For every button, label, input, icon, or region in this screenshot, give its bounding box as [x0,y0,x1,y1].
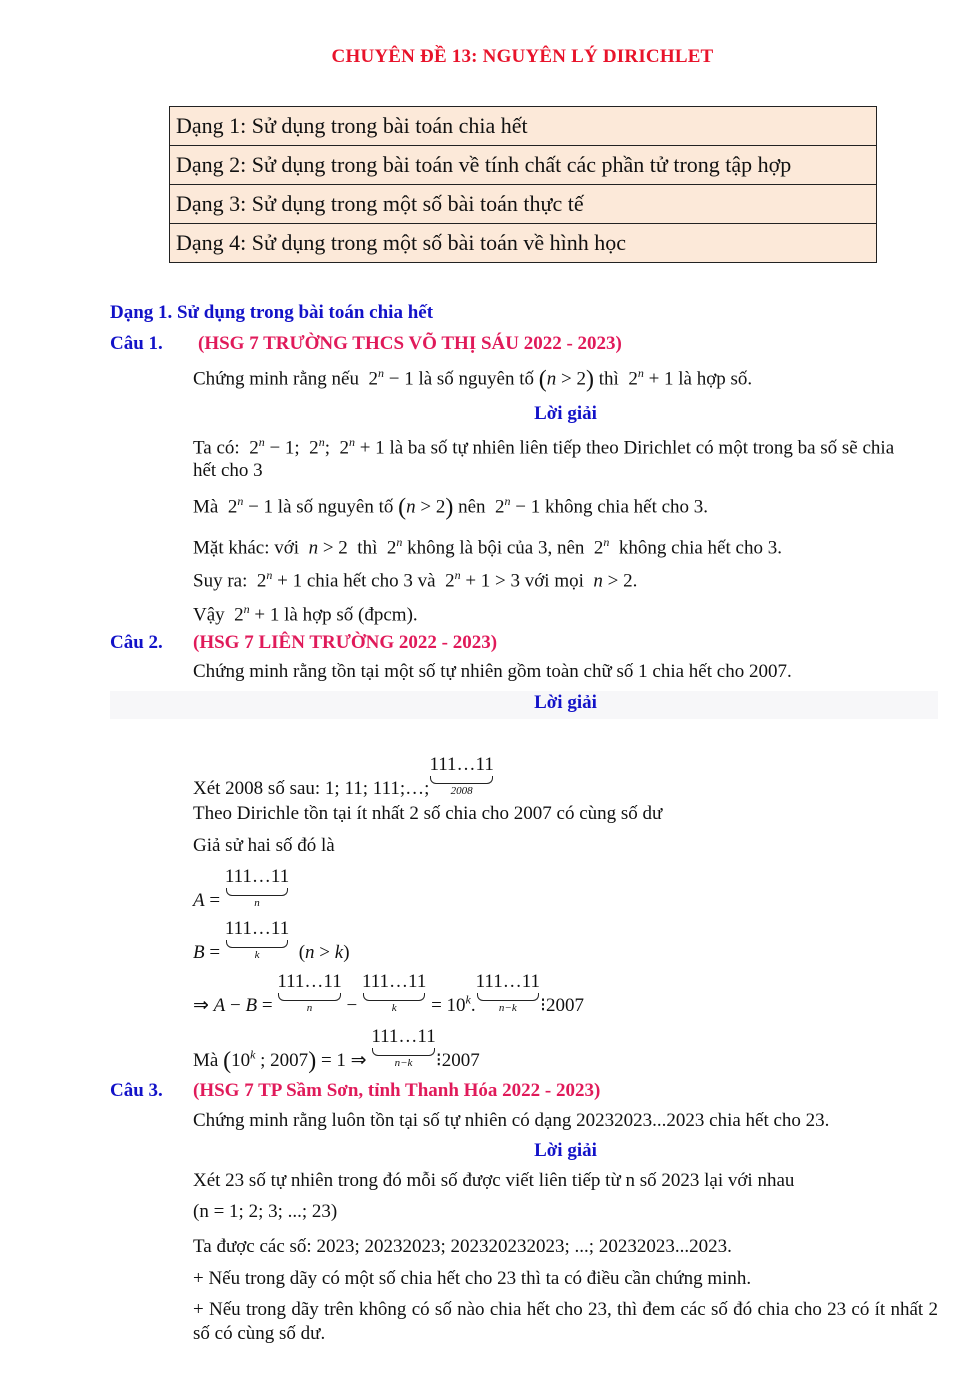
solution-2-line-3: Giả sử hai số đó là [193,835,335,856]
question-3-source: (HSG 7 TP Sầm Sơn, tỉnh Thanh Hóa 2022 - 2023) [193,1080,601,1101]
solution-1-line-2: Mà $2^n - 1$ là số nguyên tố (n > 2) nên $2^n - 1$ không chia hết cho 3. [193,494,709,521]
solution-2-formula-diff: ⇒ A − B = 111…11 n − 111…11 k = $10^k.111\dots 11$ n−k ⁝2007 [193,971,585,1016]
question-3-label: Câu 3. [110,1080,163,1101]
table-row [170,224,877,263]
topic-4: Dạng 4: Sử dụng trong một số bài toán về hình học [170,224,877,263]
topic-table [169,106,877,263]
solution-1-line-4: Suy ra: $2^n + 1$ chia hết cho 3 và $2^n + 1 > 3$ với mọi n > 2. [193,568,638,592]
solution-2-line-1: Xét 2008 số sau: 1; 11; 111;…;111…11 2008 [193,754,494,799]
solution-3-line-1: Xét 23 số tự nhiên trong đó mỗi số được viết liên tiếp từ n số 2023 lại với nhau [193,1170,795,1191]
solution-3-line-5: + Nếu trong dãy trên không có số nào chia hết cho 23, thì đem các số đó chia cho 23 có ít nhất 2 số có cùng số dư. [193,1299,938,1344]
solution-1-line-3: Mặt khác: với n > 2 thì 2$^n$ không là bội của 3, nên 2$^n$ không chia hết cho 3. [193,535,782,559]
topic-2: Dạng 2: Sử dụng trong bài toán về tính chất các phần tử trong tập hợp [170,146,877,185]
question-2-statement: Chứng minh rằng tồn tại một số tự nhiên gồm toàn chữ số 1 chia hết cho 2007. [193,661,792,682]
underbrace-number: 111…11 2008 [429,754,494,797]
question-1-source: (HSG 7 TRƯỜNG THCS VÕ THỊ SÁU 2022 - 2023) [198,333,622,354]
question-1-statement: Chứng minh rằng nếu $2^n - 1$ là số nguyên tố (n > 2) thì $2^n + 1$ là hợp số. [193,366,753,393]
table-row [170,146,877,185]
solution-3-line-2: (n = 1; 2; 3; ...; 23) [193,1201,338,1222]
solution-3-line-3: Ta được các số: 2023; 20232023; 202320232023; ...; 20232023...2023. [193,1236,732,1257]
solution-2-line-2: Theo Dirichle tồn tại ít nhất 2 số chia cho 2007 có cùng số dư [193,803,663,824]
solution-2-conclusion: Mà (10$^k$ ; 2007) = 1 ⇒ 111…11 n−k ⁝2007 [193,1026,480,1074]
topic-3: Dạng 3: Sử dụng trong một số bài toán thực tế [170,185,877,224]
solution-1-line-5: Vậy $2^n + 1$ là hợp số (đpcm). [193,602,418,626]
question-2-source: (HSG 7 LIÊN TRƯỜNG 2022 - 2023) [193,632,498,653]
question-3-statement: Chứng minh rằng luôn tồn tại số tự nhiên có dạng 20232023...2023 chia hết cho 23. [193,1110,830,1131]
section-heading: Dạng 1. Sử dụng trong bài toán chia hết [110,302,434,323]
solution-2-formula-a: A = 111…11 n [193,866,290,911]
page-title: CHUYÊN ĐỀ 13: NGUYÊN LÝ DIRICHLET [331,46,714,67]
solution-1-heading: Lời giải [534,403,597,424]
question-2-label: Câu 2. [110,632,163,653]
solution-2-formula-b: B = 111…11 k (n > k) [193,918,350,963]
table-row [170,107,877,146]
solution-2-heading: Lời giải [534,692,597,713]
solution-1-line-1: Ta có: $2^n - 1$; 2$^n$; $2^n + 1$ là ba số tự nhiên liên tiếp theo Dirichlet có một trong ba số sẽ chia [193,435,895,459]
table-row [170,185,877,224]
topic-1: Dạng 1: Sử dụng trong bài toán chia hết [170,107,877,146]
solution-3-line-4: + Nếu trong dãy có một số chia hết cho 23 thì ta có điều cần chứng minh. [193,1268,752,1289]
question-1-label: Câu 1. [110,333,163,354]
solution-1-line-1b: hết cho 3 [193,460,263,481]
solution-3-heading: Lời giải [534,1140,597,1161]
